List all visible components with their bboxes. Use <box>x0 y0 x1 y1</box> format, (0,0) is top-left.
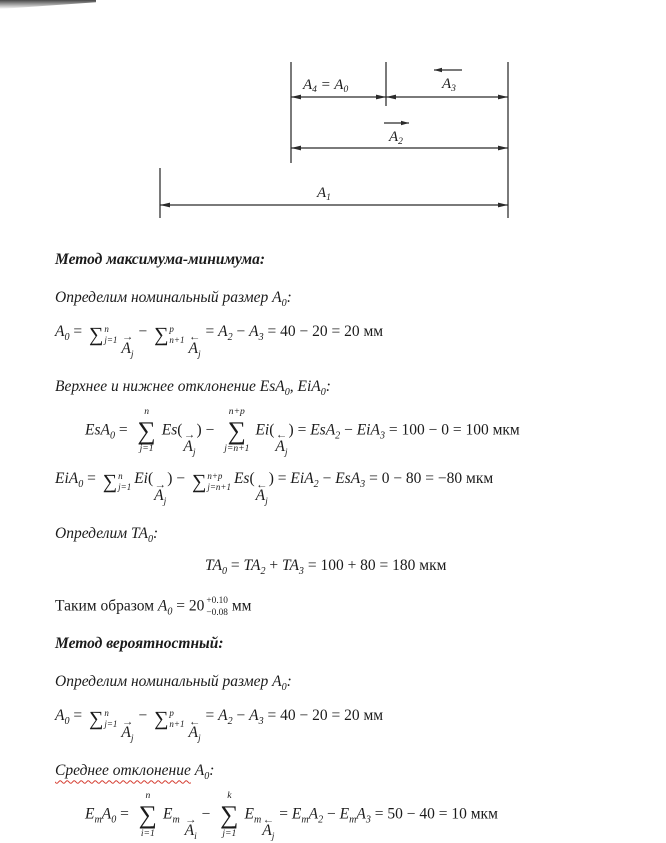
subscript: 0 <box>64 716 70 728</box>
formula-text: − <box>134 322 152 340</box>
summation-symbol: k ∑ j=1 <box>220 789 239 839</box>
vector-term: → $A_j$ <box>183 428 196 458</box>
vector-term: → $A_j$ <box>121 714 134 745</box>
text-thus-a0 <box>55 595 626 619</box>
formula-text: Ei <box>255 420 270 438</box>
formula-text: = <box>226 556 244 574</box>
arrowhead <box>498 203 508 208</box>
formula-text: EiA <box>290 470 314 488</box>
arrowhead <box>498 146 508 151</box>
formula-text: TA <box>243 556 261 574</box>
vector-term: ← $A_j$ <box>255 477 268 508</box>
dimension-line-a4-a3 <box>291 95 508 100</box>
vector-term: → $A_i$ <box>184 812 197 843</box>
summation-symbol: ∑ n j=1 <box>89 708 118 731</box>
subscript: 3 <box>379 429 385 441</box>
subscript: 0 <box>284 386 290 398</box>
formula-text: A <box>101 805 112 823</box>
formula-text: A <box>157 597 168 615</box>
text-define-nominal-size-2 <box>55 672 626 695</box>
formula-text: + <box>265 556 282 574</box>
vector-arrow-a2 <box>384 121 409 125</box>
formula-text: мм <box>227 597 252 615</box>
formula-text: Определим номинальный размер A <box>55 673 282 691</box>
formula-text: TA <box>205 556 222 574</box>
formula-text: Ei <box>134 470 148 488</box>
formula-text: ( <box>177 420 183 438</box>
text-define-nominal-size-1 <box>55 288 626 311</box>
formula-text: − <box>172 470 189 488</box>
subscript: 0 <box>221 566 227 578</box>
subscript: 2 <box>227 331 233 343</box>
formula-text: : <box>325 377 331 395</box>
subscript: 3 <box>360 479 366 491</box>
formula-text: E <box>339 805 350 823</box>
subscript: 0 <box>320 386 326 398</box>
formula-text: = 50 − 40 = 10 мкм <box>370 805 498 823</box>
subscript: 2 <box>318 814 324 826</box>
subscript: m <box>301 814 309 826</box>
formula-text: = 100 + 80 = 180 мкм <box>303 556 447 574</box>
arrowhead <box>291 146 301 151</box>
label-a4-equals-a0: $A_4 = A_0$ <box>303 77 349 95</box>
formula-text: : <box>209 762 215 780</box>
arrowhead <box>160 203 170 208</box>
heading-method-max-min <box>55 250 626 271</box>
formula-text: − <box>232 707 250 725</box>
arrowhead <box>498 95 508 100</box>
formula-text: E <box>244 805 254 823</box>
formula-ta0 <box>205 556 626 578</box>
vector-term: → $A_j$ <box>121 330 134 360</box>
formula-text: TA <box>281 556 299 574</box>
formula-text: Метод вероятностный: <box>55 635 224 653</box>
vector-term: → $A_j$ <box>154 477 167 508</box>
formula-text <box>180 805 184 822</box>
formula-text: A <box>308 805 319 823</box>
vector-term: ← $A_j$ <box>262 812 275 843</box>
formula-text: = <box>293 420 311 438</box>
formula-text: Метод максимума-минимума: <box>55 251 266 268</box>
dimension-chain-diagram <box>0 0 666 235</box>
subscript: 0 <box>64 331 70 343</box>
formula-text: − <box>201 420 219 438</box>
formula-text: = 20 <box>172 597 205 615</box>
formula-text: Таким образом <box>55 597 158 615</box>
formula-text: − <box>197 805 215 823</box>
vector-term: ← $A_j$ <box>188 330 201 360</box>
formula-text: A <box>356 805 366 823</box>
formula-text: = <box>69 322 86 340</box>
formula-text: E <box>291 805 302 823</box>
subscript: 3 <box>258 716 264 728</box>
formula-text: = <box>83 470 100 488</box>
formula-text: = 40 − 20 = 20 мм <box>263 707 384 725</box>
subscript: 0 <box>147 534 153 546</box>
dimension-line-a1 <box>160 203 508 208</box>
summation-symbol: ∑ p n+1 <box>154 708 185 731</box>
formula-text: EiA <box>55 470 79 488</box>
heading-method-probabilistic <box>55 634 626 655</box>
formula-text: = <box>115 420 132 438</box>
formula-text: ) <box>167 470 173 488</box>
formula-text: Верхнее и нижнее отклонение EsA <box>55 377 285 395</box>
subscript: 0 <box>204 771 210 783</box>
subscript: 0 <box>281 682 287 694</box>
formula-text: Определим номинальный размер A <box>55 288 282 306</box>
formula-text: Среднее отклонение <box>55 762 191 780</box>
arrowhead <box>401 121 409 125</box>
summation-symbol: ∑ n j=1 <box>89 323 118 346</box>
formula-es-a0 <box>85 406 626 459</box>
formula-text: = 100 − 0 = 100 мкм <box>384 420 520 438</box>
summation-symbol: ∑ p n+1 <box>154 323 185 346</box>
formula-text: A <box>55 707 65 725</box>
formula-text: − <box>340 420 357 438</box>
formula-text: = <box>201 707 219 725</box>
formula-text: A <box>249 707 259 725</box>
subscript: 3 <box>258 331 264 343</box>
formula-text: : <box>286 288 292 306</box>
formula-text: Определим TA <box>55 525 148 543</box>
formula-text: − <box>232 322 250 340</box>
document-body <box>0 250 666 843</box>
subscript: 3 <box>298 566 304 578</box>
text-upper-lower-deviation <box>55 377 626 400</box>
subscript: 0 <box>167 606 173 618</box>
subscript: 2 <box>313 479 319 491</box>
vector-arrow-a3 <box>434 68 462 72</box>
formula-text: = 40 − 20 = 20 мм <box>263 322 384 340</box>
formula-text: , EiA <box>289 377 321 395</box>
arrowhead <box>386 95 396 100</box>
subscript: m <box>349 814 357 826</box>
subscript: m <box>253 814 262 826</box>
label-a2: $A_2$ <box>389 129 403 147</box>
summation-symbol: n ∑ i=1 <box>138 789 157 839</box>
formula-text: = 0 − 80 = −80 мкм <box>365 470 494 488</box>
arrowhead <box>376 95 386 100</box>
formula-text: : <box>152 525 159 543</box>
formula-nominal-size-1 <box>55 322 626 360</box>
formula-text: A <box>218 707 228 725</box>
subscript: 3 <box>365 814 371 826</box>
formula-text: ) <box>196 420 202 438</box>
formula-em-a0 <box>85 790 626 843</box>
formula-text: ) <box>268 470 274 488</box>
subscript: 0 <box>109 429 115 441</box>
formula-text: ( <box>269 420 275 438</box>
vector-term: ← $A_j$ <box>188 714 201 745</box>
formula-text: ) <box>288 420 294 438</box>
label-a3: $A_3$ <box>442 76 456 94</box>
formula-text: − <box>323 805 340 823</box>
formula-text: EsA <box>335 470 361 488</box>
summation-symbol: n ∑ j=1 <box>137 405 156 455</box>
subscript: 0 <box>78 479 84 491</box>
subscript: 0 <box>281 298 287 310</box>
formula-text: EiA <box>356 420 380 438</box>
summation-symbol: ∑ n+p j=n+1 <box>191 471 231 493</box>
subscript: m <box>94 814 102 826</box>
summation-symbol: ∑ n j=1 <box>102 471 132 493</box>
formula-text: = <box>69 707 86 725</box>
arrowhead <box>434 68 442 72</box>
formula-text: A <box>55 322 65 340</box>
subscript: 2 <box>335 429 341 441</box>
formula-text: Es <box>161 420 178 438</box>
formula-text: − <box>318 470 336 488</box>
arrowhead <box>291 95 301 100</box>
subscript: 0 <box>111 814 117 826</box>
formula-text: A <box>190 762 205 780</box>
formula-text: − <box>134 707 152 725</box>
formula-text: = <box>116 805 133 823</box>
text-mean-deviation <box>55 761 626 784</box>
subscript: 2 <box>227 716 233 728</box>
subscript: m <box>172 814 180 826</box>
formula-text: EsA <box>310 420 336 438</box>
formula-nominal-size-2 <box>55 706 626 744</box>
formula-text: ( <box>249 470 255 488</box>
text-define-ta0 <box>55 524 626 547</box>
subscript: 2 <box>260 566 266 578</box>
formula-text: E <box>85 805 95 823</box>
formula-text: E <box>162 805 173 823</box>
formula-text: = <box>201 322 219 340</box>
formula-text: A <box>249 322 259 340</box>
formula-text: ( <box>147 470 154 488</box>
formula-ei-a0 <box>55 469 626 507</box>
vector-term: ← $A_j$ <box>275 428 288 458</box>
formula-text: Es <box>233 470 250 488</box>
tolerance-stack: +0.10 −0.08 <box>206 596 228 619</box>
summation-symbol: n+p ∑ j=n+1 <box>224 405 250 455</box>
label-a1: $A_1$ <box>317 185 331 203</box>
formula-text: = <box>273 470 291 488</box>
formula-text: : <box>286 673 292 691</box>
formula-text: A <box>218 322 228 340</box>
formula-text: = <box>275 805 292 823</box>
formula-text: EsA <box>85 420 110 438</box>
